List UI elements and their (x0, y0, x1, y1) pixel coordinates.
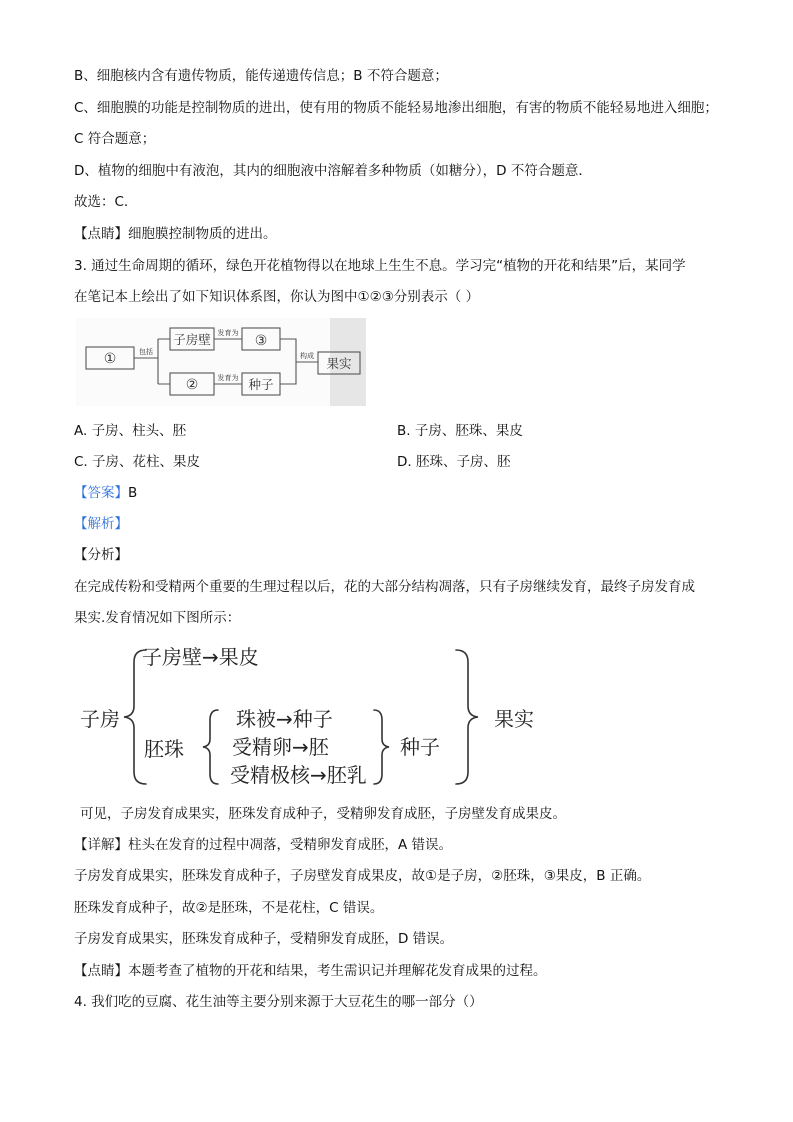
explanation-option-c-line2: C 符合题意； (74, 131, 156, 147)
fruit-development-diagram (80, 640, 550, 792)
knowledge-system-diagram (76, 318, 366, 406)
option-d: D. 胚珠、子房、胚 (397, 454, 511, 470)
diagram-arrow-include: 包括 (139, 348, 153, 356)
option-b: B. 子房、胚珠、果皮 (397, 423, 523, 439)
explanation-option-c-line1: C、细胞膜的功能是控制物质的进出，使有用的物质不能轻易地渗出细胞，有害的物质不能轻易地进入细胞； (74, 100, 718, 116)
diagram-label-2: ② (185, 377, 199, 393)
option-c: C. 子房、花柱、果皮 (74, 454, 201, 470)
detail-line1: 【详解】柱头在发育的过程中凋落，受精卵发育成胚，A 错误。 (74, 837, 453, 853)
option-a: A. 子房、柱头、胚 (74, 423, 187, 439)
analysis-tag: 【解析】 (74, 516, 128, 532)
detail-line2: 子房发育成果实，胚珠发育成种子，子房壁发育成果皮，故①是子房，②胚珠，③果皮，B 正确。 (74, 868, 651, 884)
diagram-label-1: ① (103, 351, 117, 367)
explanation-option-b: B、细胞核内含有遗传物质，能传递遗传信息；B 不符合题意； (74, 68, 448, 84)
explanation-option-d: D、植物的细胞中有液泡，其内的细胞液中溶解着多种物质（如糖分），D 不符合题意． (74, 163, 592, 179)
fertilized-egg-to-embryo: 受精卵→胚 (232, 735, 329, 759)
integument-to-seed: 珠被→种子 (236, 707, 333, 731)
answer-tag: 【答案】 (74, 485, 128, 501)
question-4-stem: 4. 我们吃的豆腐、花生油等主要分别来源于大豆花生的哪一部分（） (74, 994, 483, 1010)
detail-line4: 子房发育成果实，胚珠发育成种子，受精卵发育成胚，D 错误。 (74, 931, 454, 947)
diagram-arrow-develop-1: 发育为 (217, 329, 239, 337)
analysis-line2: 果实.发育情况如下图所示： (74, 610, 241, 626)
review-note: 【点睛】细胞膜控制物质的进出。 (74, 226, 277, 242)
ovule-label: 胚珠 (144, 737, 184, 761)
seed-label: 种子 (400, 735, 440, 759)
diagram-arrow-develop-2: 发育为 (217, 374, 239, 382)
polar-nuclei-to-endosperm: 受精极核→胚乳 (230, 763, 367, 787)
answer-value: B (128, 485, 138, 501)
diagram-label-3: ③ (254, 333, 268, 349)
diagram-arrow-form: 构成 (300, 352, 314, 360)
fruit-label: 果实 (494, 707, 534, 731)
ovary-label: 子房 (80, 707, 120, 731)
diagram-label-seed: 种子 (248, 377, 274, 392)
analysis-heading: 【分析】 (74, 547, 128, 563)
detail-line3: 胚珠发育成种子，故②是胚珠，不是花柱，C 错误。 (74, 900, 384, 916)
review-note-q3: 【点睛】本题考查了植物的开花和结果，考生需识记并理解花发育成果的过程。 (74, 963, 547, 979)
summary-line: 可见，子房发育成果实，胚珠发育成种子，受精卵发育成胚，子房壁发育成果皮。 (80, 806, 566, 822)
answer-selection: 故选：C. (74, 194, 129, 210)
analysis-line1: 在完成传粉和受精两个重要的生理过程以后，花的大部分结构凋落，只有子房继续发育，最终子房发育成 (74, 579, 695, 595)
answer-line (74, 483, 137, 503)
question-3-stem-line1: 3. 通过生命周期的循环，绿色开花植物得以在地球上生生不息。学习完“植物的开花和结果”后，某同学 (74, 258, 686, 274)
question-3-stem-line2: 在笔记本上绘出了如下知识体系图，你认为图中①②③分别表示（ ） (74, 289, 480, 305)
diagram-label-fruit: 果实 (326, 356, 352, 371)
diagram-label-ovary-wall: 子房壁 (173, 332, 211, 347)
ovary-wall-to-peel: 子房壁→果皮 (142, 645, 259, 669)
